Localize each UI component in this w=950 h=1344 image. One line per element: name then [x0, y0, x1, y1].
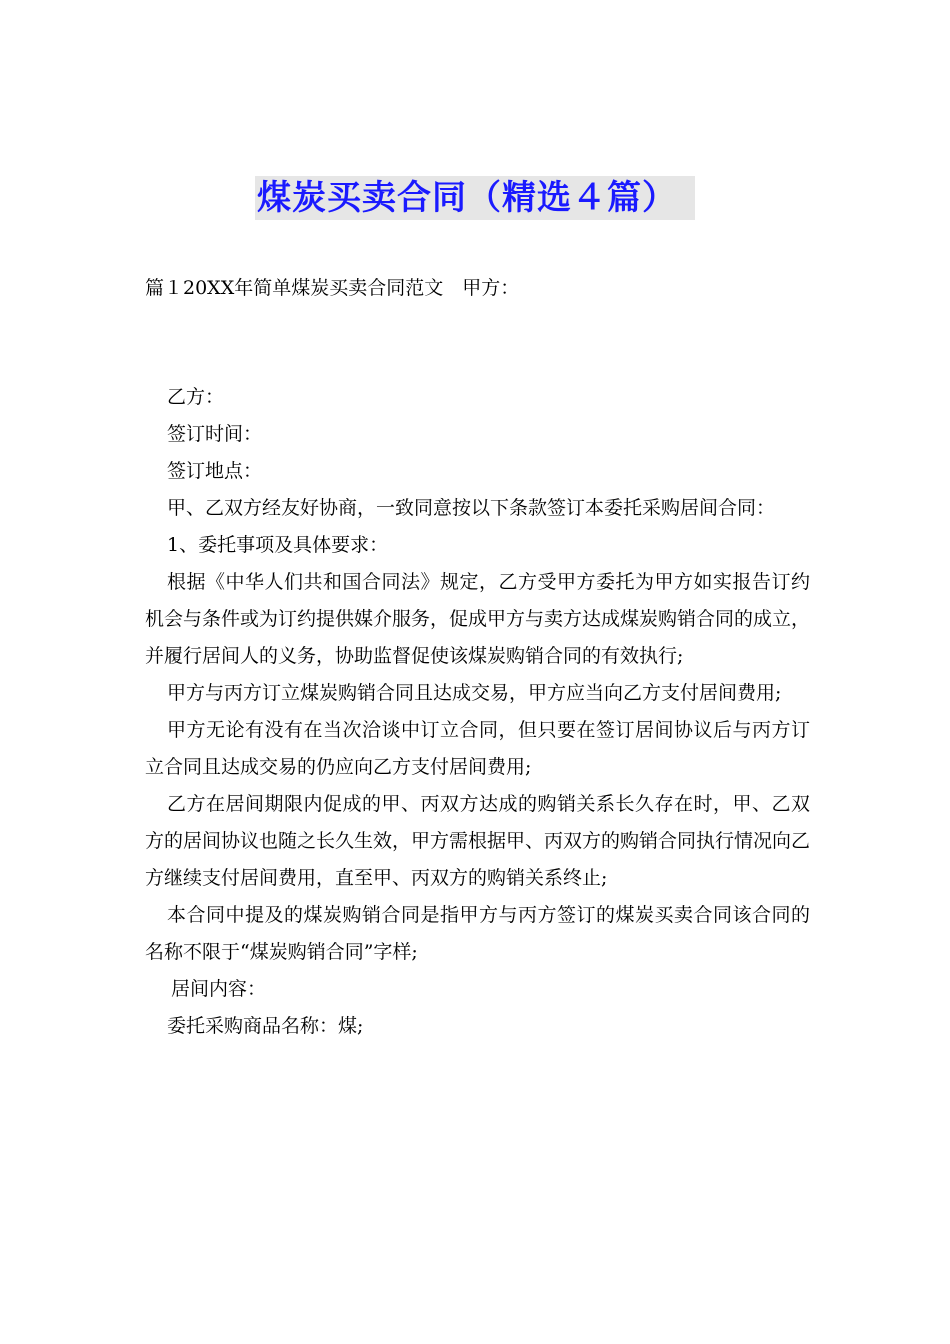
title-container	[0, 176, 950, 220]
signing-time-line: 签订时间：	[167, 423, 263, 445]
document-body	[145, 270, 810, 1045]
paragraph-definition: 本合同中提及的煤炭购销合同是指甲方与丙方签订的煤炭买卖合同该合同的名称不限于“煤炭购销合同”字样;	[145, 904, 810, 963]
signing-place-line: 签订地点：	[167, 460, 263, 482]
clause-heading-1: 1、委托事项及具体要求：	[167, 534, 389, 556]
party-b-line: 乙方：	[167, 386, 225, 408]
document-title: 煤炭买卖合同（精选４篇）	[255, 176, 695, 220]
paragraph-fee-1: 甲方与丙方订立煤炭购销合同且达成交易，甲方应当向乙方支付居间费用;	[167, 682, 782, 704]
intermediary-content-line: 居间内容：	[171, 978, 267, 1000]
paragraph-basis: 根据《中华人们共和国合同法》规定，乙方受甲方委托为甲方如实报告订约机会与条件或为订约提供媒介服务，促成甲方与卖方达成煤炭购销合同的成立，并履行居间人的义务，协助监督促使该煤炭购销合同的有效执行;	[145, 571, 811, 667]
paragraph-fee-2: 甲方无论有没有在当次洽谈中订立合同，但只要在签订居间协议后与丙方订立合同且达成交易的仍应向乙方支付居间费用;	[145, 719, 810, 778]
paragraph-duration: 乙方在居间期限内促成的甲、丙双方达成的购销关系长久存在时，甲、乙双方的居间协议也随之长久生效，甲方需根据甲、丙双方的购销合同执行情况向乙方继续支付居间费用，直至甲、丙双方的购销关系终止;	[145, 793, 811, 889]
section-heading: 篇１20XX年简单煤炭买卖合同范文 甲方：	[145, 277, 520, 299]
commodity-name-line: 委托采购商品名称：煤;	[167, 1015, 364, 1037]
paragraph-agreement: 甲、乙双方经友好协商，一致同意按以下条款签订本委托采购居间合同：	[167, 497, 776, 519]
